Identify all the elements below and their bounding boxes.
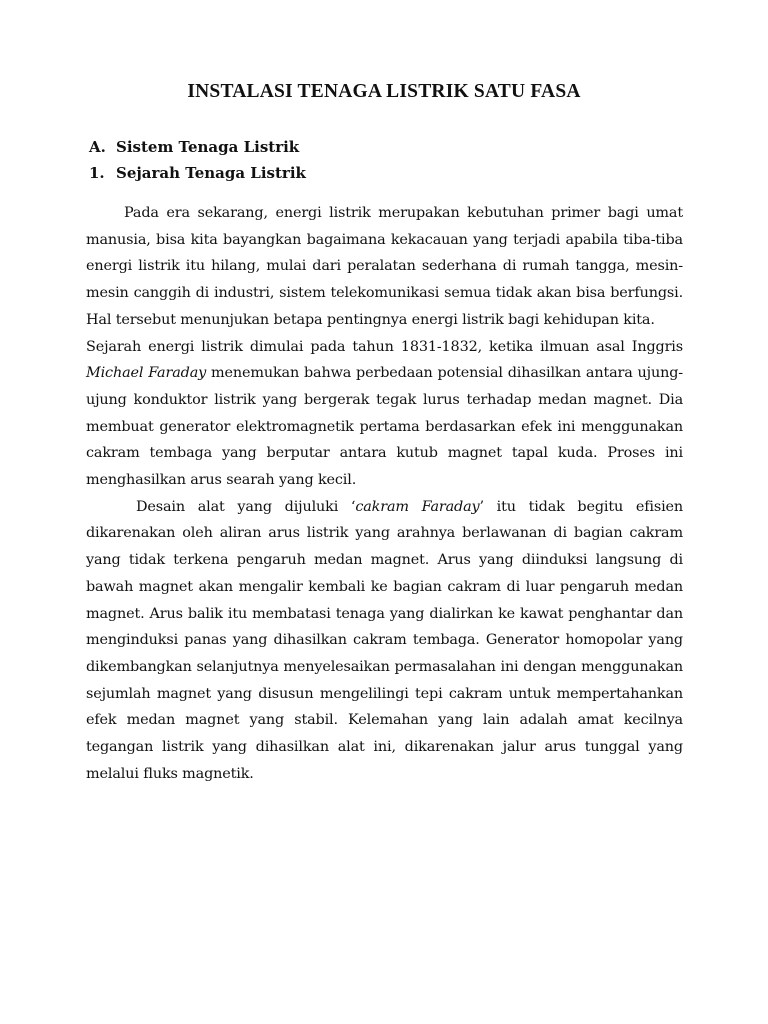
paragraph-1: Pada era sekarang, energi listrik merupakan kebutuhan primer bagi umat manusia, bisa kita bayangkan bagaimana kekacauan yang terjadi apabila tiba-tiba energi listrik itu hilang, mulai dari peralatan sederhana di rumah tangga, mesin-mesin canggih di industri, sistem telekomunikasi semua tidak akan bisa berfungsi. Hal tersebut menunjukan betapa pentingnya energi listrik bagi kehidupan kita. bbox=[86, 205, 683, 328]
subsection-heading-1 bbox=[89, 163, 306, 183]
paragraph-3-text-a: Desain alat yang dijuluki ‘ bbox=[136, 498, 356, 515]
paragraph-2-text-b: menemukan bahwa perbedaan potensial dihasilkan antara ujung-ujung konduktor listrik yang bergerak tegak lurus terhadap medan magnet. Dia membuat generator elektromagnetik pertama berdasarkan efek ini menggunakan cakram tembaga yang berputar antara kutub magnet tapal kuda. Proses ini menghasilkan arus searah yang kecil. bbox=[86, 365, 683, 489]
scientist-name: Michael Faraday bbox=[86, 365, 207, 382]
device-name: cakram Faraday bbox=[355, 498, 480, 515]
paragraph-3 bbox=[86, 494, 683, 788]
paragraph-3-text-b: ’ itu tidak begitu efisien dikarenakan oleh aliran arus listrik yang arahnya berlawanan di bagian cakram yang tidak terkena pengaruh medan magnet. Arus yang diinduksi langsung di bawah magnet akan mengalir kembali ke bagian cakram di luar pengaruh medan magnet. Arus balik itu membatasi tenaga yang dialirkan ke kawat penghantar dan menginduksi panas yang dihasilkan cakram tembaga. Generator homopolar yang dikembangkan selanjutnya menyelesaikan permasalahan ini dengan menggunakan sejumlah magnet yang disusun mengelilingi tepi cakram untuk mempertahankan efek medan magnet yang stabil. Kelemahan yang lain adalah amat kecilnya tegangan listrik yang dihasilkan alat ini, dikarenakan jalur arus tunggal yang melalui fluks magnetik. bbox=[86, 498, 684, 782]
section-number: 1. bbox=[89, 164, 105, 182]
paragraph-2 bbox=[86, 334, 683, 494]
body-text bbox=[86, 200, 683, 787]
section-number: A. bbox=[89, 138, 106, 156]
section-label: Sistem Tenaga Listrik bbox=[116, 138, 300, 156]
page-title: INSTALASI TENAGA LISTRIK SATU FASA bbox=[187, 81, 581, 102]
section-label: Sejarah Tenaga Listrik bbox=[116, 164, 306, 182]
section-heading-a bbox=[89, 137, 299, 157]
paragraph-2-text-a: Sejarah energi listrik dimulai pada tahun 1831-1832, ketika ilmuan asal Inggris bbox=[86, 338, 683, 355]
